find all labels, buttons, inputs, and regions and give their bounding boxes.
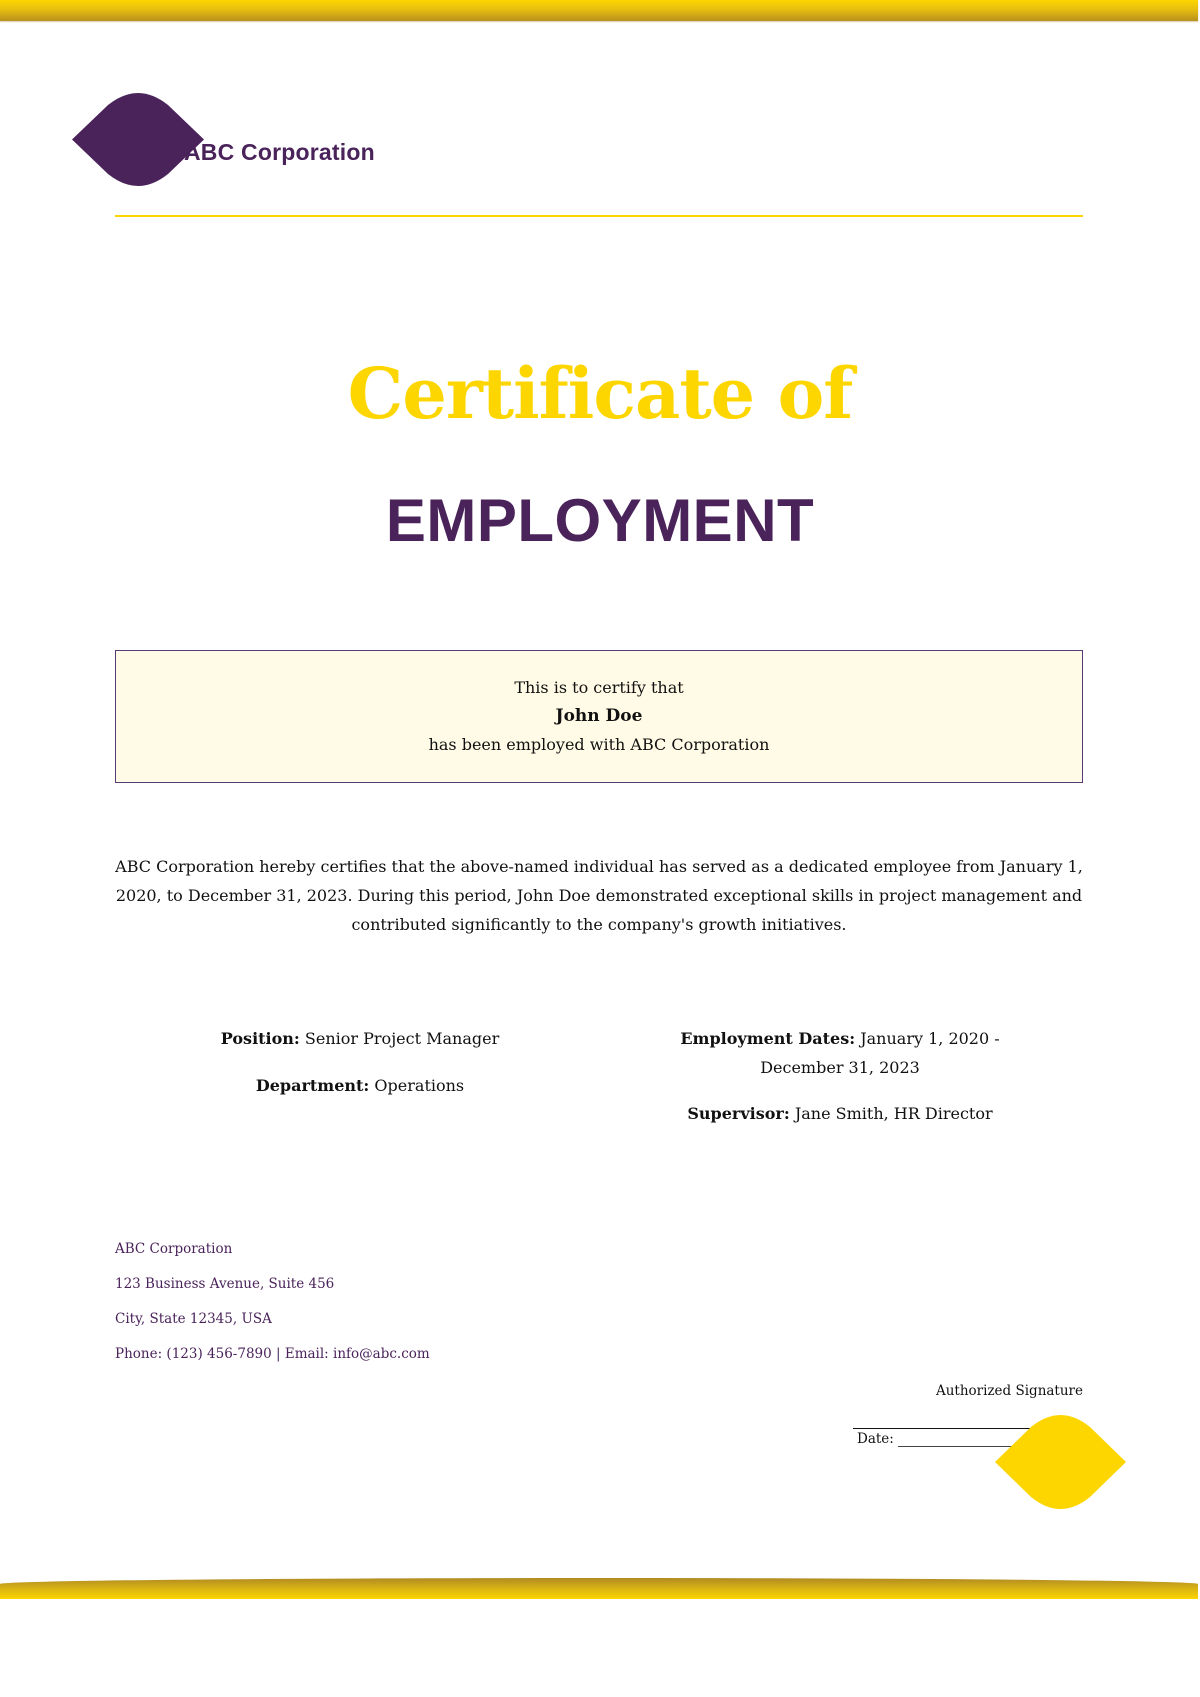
certification-statement: ABC Corporation hereby certifies that the above-named individual has served as a dedicated employee from January 1, 2020, to December 31, 2023. During this period, John Doe demonstrated exceptional skills in project management and contributed significantly to the company's growth initiatives. (115, 857, 1083, 934)
position-row (160, 1024, 560, 1053)
date-label: Date: (857, 1431, 894, 1447)
position-value: Senior Project Manager (304, 1029, 500, 1048)
certify-intro: This is to certify that (514, 678, 684, 697)
yellow-leaf-decor-icon (995, 1415, 1126, 1509)
supervisor-row (640, 1099, 1040, 1128)
company-address (115, 1240, 430, 1380)
department-row (160, 1071, 560, 1100)
details-right-column (640, 1024, 1040, 1128)
header-divider (115, 215, 1083, 217)
address-city: City, State 12345, USA (115, 1311, 272, 1327)
employment-dates-label: Employment Dates: (680, 1029, 856, 1048)
address-company: ABC Corporation (115, 1241, 233, 1257)
department-value: Operations (374, 1076, 465, 1095)
bottom-gold-border (0, 1578, 1198, 1599)
details-left-column (160, 1024, 560, 1100)
department-label: Department: (255, 1076, 370, 1095)
position-label: Position: (220, 1029, 300, 1048)
certificate-subtitle: EMPLOYMENT (385, 487, 815, 554)
employment-dates-row (640, 1024, 1040, 1053)
company-name: ABC Corporation (184, 139, 375, 165)
certificate-title: Certificate of (347, 352, 853, 435)
address-contact: Phone: (123) 456-7890 | Email: info@abc.com (115, 1346, 430, 1362)
address-street: 123 Business Avenue, Suite 456 (115, 1276, 335, 1292)
supervisor-label: Supervisor: (687, 1104, 790, 1123)
employee-name: John Doe (555, 706, 643, 726)
authorized-signature-label: Authorized Signature (935, 1383, 1083, 1399)
employment-dates-end: December 31, 2023 (760, 1058, 920, 1077)
certification-box (115, 650, 1083, 783)
top-gold-border (0, 0, 1198, 21)
supervisor-value: Jane Smith, HR Director (794, 1104, 993, 1123)
employment-dates-start: January 1, 2020 - (860, 1029, 1000, 1048)
employed-with: has been employed with ABC Corporation (428, 735, 770, 754)
